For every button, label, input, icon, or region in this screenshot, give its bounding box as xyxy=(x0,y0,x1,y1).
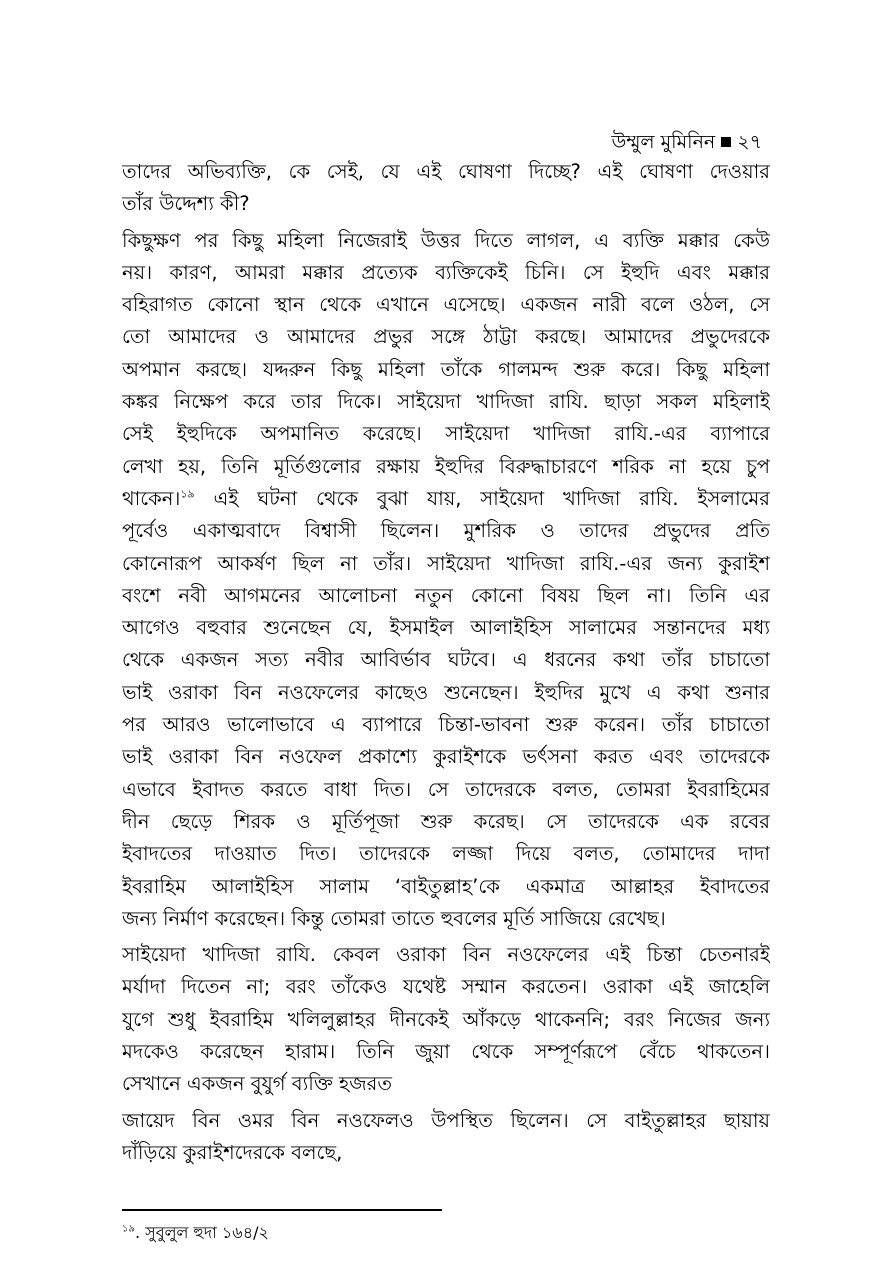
text-line: জন্য নির্মাণ করেছেন। কিন্তু তোমরা তাতে হুবলের মূর্তি সাজিয়ে রেখেছ। xyxy=(122,906,666,930)
footnote-reference: ১৯ xyxy=(180,487,195,501)
text-line: তাঁর উদ্দেশ্য কী? xyxy=(122,192,250,216)
text-line: আগেও বহুবার শুনেছেন যে, ইসমাইল আলাইহিস সালামের সন্তানদের মধ্য xyxy=(122,616,770,640)
text-line: তো আমাদের ও আমাদের প্রভুর সঙ্গে ঠাট্টা করছে। আমাদের প্রভুদেরকে xyxy=(122,325,770,349)
page-number: ২৭ xyxy=(737,131,762,153)
text-line: পূর্বেও একাত্মবাদে বিশ্বাসী ছিলেন। মুশরিক ও তাদের প্রভুদের প্রতি xyxy=(122,519,770,543)
footnote-marker: ১৯ xyxy=(122,1223,135,1235)
text-line: ইবাদতের দাওয়াত দিত। তাদেরকে লজ্জা দিয়ে বলত, তোমাদের দাদা xyxy=(122,842,770,866)
text-line: তাদের অভিব্যক্তি, কে সেই, যে এই ঘোষণা দিচ্ছে? এই ঘোষণা দেওয়ার xyxy=(122,160,770,183)
footnote-separator xyxy=(122,1209,442,1211)
text-line: সেখানে একজন বুযুর্গ ব্যক্তি হজরত xyxy=(122,1072,393,1096)
text-line: দাঁড়িয়ে কুরাইশদেরকে বলছে, xyxy=(122,1140,343,1164)
text-line: বংশে নবী আগমনের আলোচনা নতুন কোনো বিষয় ছিল না। তিনি এর xyxy=(122,583,770,607)
text-line: জায়েদ বিন ওমর বিন নওফেলও উপস্থিত ছিলেন। সে বাইতুল্লাহর ছায়ায় xyxy=(122,1108,770,1132)
text-line: নয়। কারণ, আমরা মক্কার প্রত্যেক ব্যক্তিকেই চিনি। সে ইহুদি এবং মক্কার xyxy=(122,260,770,284)
footnote-text: . সুবুলুল হুদা ১৬৪/২ xyxy=(134,1223,269,1242)
text-line: থাকেন।$^{১৯}$ এই ঘটনা থেকে বুঝা যায়, সাইয়েদা খাদিজা রাযি. ইসলামের xyxy=(122,486,770,510)
text-line: সাইয়েদা খাদিজা রাযি. কেবল ওরাকা বিন নওফেলের এই চিন্তা চেতনারই xyxy=(122,943,770,967)
text-line: ইবরাহিম আলাইহিস সালাম ‘বাইতুল্লাহ’কে একমাত্র আল্লাহর ইবাদতের xyxy=(122,874,770,898)
text-line: লেখা হয়, তিনি মূর্তিগুলোর রক্ষায় ইহুদির বিরুদ্ধাচারণে শরিক না হয়ে চুপ xyxy=(122,454,770,478)
header-separator-square xyxy=(721,137,731,147)
text-line: দীন ছেড়ে শিরক ও মূর্তিপূজা শুরু করেছ। সে তাদেরকে এক রবের xyxy=(122,809,770,833)
text-line: কিছুক্ষণ পর কিছু মহিলা নিজেরাই উত্তর দিতে লাগল, এ ব্যক্তি মক্কার কেউ xyxy=(122,228,770,252)
text-line: পর আরও ভালোভাবে এ ব্যাপারে চিন্তা-ভাবনা শুরু করেন। তাঁর চাচাতো xyxy=(122,713,770,737)
text-line: ভাই ওরাকা বিন নওফেল প্রকাশ্যে কুরাইশকে ভর্ৎসনা করত এবং তাদেরকে xyxy=(122,745,770,769)
text-line: মর্যাদা দিতেন না; বরং তাঁকেও যথেষ্ট সম্মান করতেন। ওরাকা এই জাহেলি xyxy=(122,975,770,999)
body-text xyxy=(122,156,770,1169)
text-line: ভাই ওরাকা বিন নওফেলের কাছেও শুনেছেন। ইহুদির মুখে এ কথা শুনার xyxy=(122,680,770,704)
running-header xyxy=(612,130,762,154)
text-line: কোনোরূপ আকর্ষণ ছিল না তাঁর। সাইয়েদা খাদিজা রাযি.-এর জন্য কুরাইশ xyxy=(122,551,770,575)
footnote xyxy=(122,1222,269,1244)
text-line: মদকেও করেছেন হারাম। তিনি জুয়া থেকে সম্পূর্ণরূপে বেঁচে থাকতেন। xyxy=(122,1040,770,1064)
text-line: কঙ্কর নিক্ষেপ করে তার দিকে। সাইয়েদা খাদিজা রাযি. ছাড়া সকল মহিলাই xyxy=(122,390,770,414)
text-line: বহিরাগত কোনো স্থান থেকে এখানে এসেছে। একজন নারী বলে ওঠল, সে xyxy=(122,293,770,317)
text-line: অপমান করছে। যদ্দরুন কিছু মহিলা তাঁকে গালমন্দ শুরু করে। কিছু মহিলা xyxy=(122,357,770,381)
text-line: যুগে শুধু ইবরাহিম খলিলুল্লাহর দীনকেই আঁকড়ে থাকেননি; বরং নিজের জন্য xyxy=(122,1007,770,1031)
text-line: সেই ইহুদিকে অপমানিত করেছে। সাইয়েদা খাদিজা রাযি.-এর ব্যাপারে xyxy=(122,422,770,446)
text-line: থেকে একজন সত্য নবীর আবির্ভাব ঘটবে। এ ধরনের কথা তাঁর চাচাতো xyxy=(122,648,770,672)
text-line: এভাবে ইবাদত করতে বাধা দিত। সে তাদেরকে বলত, তোমরা ইবরাহিমের xyxy=(122,777,770,801)
book-title: উম্মুল মুমিনিন xyxy=(611,131,716,153)
